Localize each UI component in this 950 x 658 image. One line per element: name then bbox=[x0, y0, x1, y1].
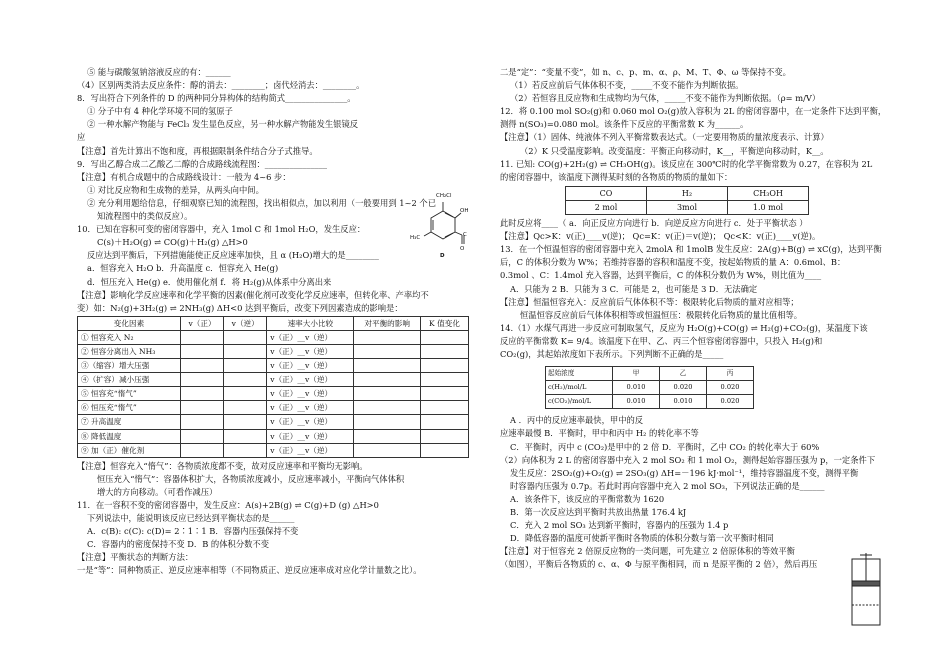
table-cell bbox=[224, 415, 267, 429]
table-cell: ⑥ 恒压充“惰气” bbox=[78, 401, 181, 415]
concentration-table-header bbox=[546, 367, 754, 381]
factor-table-col-header: 速率大小比较 bbox=[267, 316, 354, 330]
table-row bbox=[546, 381, 754, 395]
table-cell: v（正）__v（逆） bbox=[267, 401, 354, 415]
label-o: O bbox=[460, 246, 465, 252]
table-row bbox=[546, 395, 754, 409]
mole-table-header-cell: CO bbox=[566, 186, 647, 200]
table-cell: ④（扩容）减小压强 bbox=[78, 373, 181, 387]
table-cell bbox=[420, 373, 468, 387]
table-row bbox=[78, 344, 469, 358]
left-line: 应 bbox=[77, 132, 86, 143]
table-cell: c(H₂)/mol/L bbox=[546, 381, 613, 395]
structure-d-molecule bbox=[407, 186, 475, 262]
concentration-header-cell: 甲 bbox=[613, 367, 660, 381]
left2-line: 【注意】平衡状态的判断方法： bbox=[77, 552, 194, 563]
table-row bbox=[78, 373, 469, 387]
table-row bbox=[78, 387, 469, 401]
factor-table-header bbox=[78, 316, 469, 330]
table-cell: v（正）__v（逆） bbox=[267, 344, 354, 358]
table-cell: ⑧ 降低温度 bbox=[78, 429, 181, 443]
left-line: a．恒容充入 H₂O b．升高温度 c．恒容充入 He(g) bbox=[87, 263, 279, 274]
table-cell bbox=[420, 429, 468, 443]
table-cell: v（正）__v（逆） bbox=[267, 359, 354, 373]
mole-table bbox=[565, 186, 809, 215]
table-cell bbox=[354, 330, 421, 344]
table-cell: ⑨ 加（正）催化剂 bbox=[78, 443, 181, 457]
left2-line: 一是“等”：同种物质正、逆反应速率相等（不同物质正、逆反应速率成对应化学计量数之比）。 bbox=[77, 565, 422, 576]
table-cell bbox=[180, 344, 223, 358]
factor-table-col-header: K 值变化 bbox=[420, 316, 468, 330]
left-line: 【注意】首先计算出不饱和度，再根据限制条件结合分子式推导。 bbox=[77, 145, 318, 156]
left-line: 变）如：N₂(g)+3H₂(g) ⇌ 2NH₃(g) ΔH<0 达到平衡后，改变下列因素造成的影响是： bbox=[77, 302, 403, 313]
table-cell: v（正）__v（逆） bbox=[267, 373, 354, 387]
right-line: 【注意】（1）固体、纯液体不列入平衡常数表达式。（一定要用物质的量浓度表示、计算） bbox=[500, 132, 829, 143]
right2-line: 13．在一个恒温恒容的密闭容器中充入 2molA 和 1molB 发生反应：2A(g)+B(g) ⇌ xC(g)，达到平衡 bbox=[500, 244, 882, 255]
right3-line: 【注意】对于恒容充 2 倍原反应物的一类问题，可先建立 2 倍原体积的等效平衡 bbox=[500, 546, 795, 557]
right-line: （2）若恒容且反应物和生成物均为气体，_____不变不能作为判断依据。（ρ= m/V） bbox=[510, 93, 821, 104]
right-line: （2）K 只受温度影响。改变温度：平衡正向移动时，K__，平衡逆向移动时，K__。 bbox=[520, 145, 829, 156]
label-d: D bbox=[440, 253, 445, 259]
right2-line: 【注意】Qc>K：v(正)____v(逆)； Qc=K：v(正)＝v(逆)； Qc<K：v(正)____v(逆)。 bbox=[500, 231, 821, 242]
table-cell: ② 恒容分离出入 NH₃ bbox=[78, 344, 181, 358]
table-cell bbox=[180, 359, 223, 373]
table-cell bbox=[224, 330, 267, 344]
table-cell bbox=[420, 330, 468, 344]
table-cell bbox=[354, 415, 421, 429]
table-cell bbox=[354, 429, 421, 443]
left2-line: 恒压充入“惰气”：容器体积扩大，各物质浓度减小，反应速率减小，平衡向气体体积 bbox=[97, 473, 405, 484]
concentration-header-cell: 起始浓度 bbox=[546, 367, 613, 381]
left-line: C(s)＋H₂O(g) ⇌ CO(g)＋H₂(g) △H>0 bbox=[97, 237, 248, 248]
left2-line: 增大的方向移动。（可看作减压） bbox=[97, 486, 218, 497]
right-lines bbox=[500, 66, 895, 184]
table-cell: ① 恒容充入 N₂ bbox=[78, 330, 181, 344]
table-cell: ③（缩容）增大压强 bbox=[78, 359, 181, 373]
table-cell: 0.010 bbox=[613, 381, 660, 395]
right2-line: 【注意】恒温恒容充入：反应前后气体体积不等：极限转化后物质的量对应相等； bbox=[500, 296, 799, 307]
table-cell: ⑦ 升高温度 bbox=[78, 415, 181, 429]
table-cell bbox=[180, 373, 223, 387]
left-line: 9．写出乙醇合成二乙酸乙二醇的合成路线流程图：_______________ bbox=[77, 158, 328, 169]
table-cell bbox=[354, 387, 421, 401]
right3-line: B．第一次反应达到平衡时共放出热量 176.4 kJ bbox=[510, 507, 687, 517]
table-cell bbox=[180, 401, 223, 415]
table-cell: v（正）__v（逆） bbox=[267, 387, 354, 401]
table-cell bbox=[224, 429, 267, 443]
left-line: 【注意】有机合成题中的合成路线设计：一般为 4~6 步： bbox=[77, 171, 291, 182]
right-line: 12．将 0.100 mol SO₂(g)和 0.060 mol O₂(g)放入容积为 2L 的密闭容器中，在一定条件下达到平衡， bbox=[500, 106, 887, 117]
table-cell bbox=[224, 359, 267, 373]
factor-table-col-header: v（正） bbox=[180, 316, 223, 330]
table-cell: v（正）__v（逆） bbox=[267, 330, 354, 344]
table-cell: 0.020 bbox=[660, 381, 707, 395]
left2-line: 【注意】恒容充入“惰气”：各物质浓度都不变，故对反应速率和平衡均无影响。 bbox=[77, 460, 368, 471]
table-row bbox=[78, 415, 469, 429]
left-column bbox=[77, 66, 470, 578]
left2-line: C．容器内的密度保持不变 D．B 的体积分数不变 bbox=[87, 539, 270, 550]
table-cell bbox=[354, 344, 421, 358]
mole-table-header-cell: H₂ bbox=[647, 186, 728, 200]
mole-table-value-cell: 1.0 mol bbox=[728, 200, 809, 214]
right3-line: C．充入 2 mol SO₃ 达到新平衡时，容器内的压强为 1.4 p bbox=[510, 520, 729, 531]
table-cell: v（正）__v（逆） bbox=[267, 429, 354, 443]
right-lines-mid bbox=[500, 217, 895, 361]
table-cell: v（正）__v（逆） bbox=[267, 443, 354, 457]
left-line: 8．写出符合下列条件的 D 的两种同分异构体的结构简式_______________。 bbox=[77, 93, 356, 104]
right-line: （1）若反应前后气体体积不变，_____不变不能作为判断依据。 bbox=[510, 80, 744, 91]
left2-line: 11．在一容积不变的密闭容器中，发生反应：A(s)+2B(g) ⇌ C(g)+D (g) △H>0 bbox=[77, 500, 379, 510]
mole-table-header-cell: CH₃OH bbox=[728, 186, 809, 200]
right2-line: 后，C 的体积分数为 W%；若维持容器的容积和温度不变，按起始物质的量 A：0.6mol、B： bbox=[500, 257, 846, 268]
left-line: ① 分子中有 4 种化学环境不同的氢原子 bbox=[87, 106, 233, 117]
concentration-header-cell: 乙 bbox=[660, 367, 707, 381]
right-line: 测得 n(SO₃)=0.080 mol。该条件下反应的平衡常数 K 为______。 bbox=[500, 119, 749, 130]
label-c: C bbox=[463, 232, 467, 238]
table-cell bbox=[180, 387, 223, 401]
right2-line: 恒温恒容反应前后气体体积相等或恒温恒压：极限转化后物质的量比值相等。 bbox=[520, 309, 803, 320]
label-oh: OH bbox=[460, 208, 469, 214]
label-h3c: H₃C bbox=[410, 235, 421, 241]
table-row bbox=[78, 401, 469, 415]
right-lines-lower bbox=[500, 414, 895, 571]
label-ch2cl: CH₂Cl bbox=[436, 193, 452, 199]
right3-line: 应速率最慢 B．平衡时，甲中和丙中 H₂ 的转化率不等 bbox=[500, 428, 699, 439]
factor-table-col-header: 对平衡的影响 bbox=[354, 316, 421, 330]
table-row bbox=[78, 359, 469, 373]
right3-line: C．平衡时，丙中 c (CO₂)是甲中的 2 倍 D．平衡时，乙中 CO₂ 的转化率大于 60% bbox=[510, 441, 820, 452]
table-cell bbox=[354, 359, 421, 373]
right3-line: （2）向体积为 2 L 的密闭容器中充入 2 mol SO₂ 和 1 mol O₂，测得起始容器压强为 p，一定条件下 bbox=[500, 454, 876, 465]
table-cell bbox=[420, 359, 468, 373]
left-line: ② 充分利用题给信息，仔细观察已知的流程图，找出相似点，加以利用（一般要用到 1~2 个已 bbox=[87, 197, 437, 208]
table-cell: v（正）__v（逆） bbox=[267, 415, 354, 429]
table-row bbox=[78, 330, 469, 344]
right3-line: A．该条件下，该反应的平衡常数为 1620 bbox=[510, 493, 665, 504]
left-line: 知流程图中的类似反应）。 bbox=[97, 211, 193, 222]
piston-cylinder-diagram bbox=[848, 553, 884, 627]
table-cell bbox=[180, 330, 223, 344]
factor-table-col-header: v（逆） bbox=[224, 316, 267, 330]
table-cell: 0.010 bbox=[613, 395, 660, 409]
left2-line: A．c(B): c(C): c(D)= 2∶1∶1 B．容器内压强保持不变 bbox=[87, 526, 299, 537]
mole-table-value-cell: 2 mol bbox=[566, 200, 647, 214]
left2-line: 下列说法中，能说明该反应已经达到平衡状态的是______ bbox=[87, 513, 295, 524]
table-cell bbox=[354, 373, 421, 387]
factor-table-body bbox=[78, 330, 469, 457]
factor-table bbox=[77, 316, 469, 458]
factor-table-col-header: 变化因素 bbox=[78, 316, 181, 330]
right2-line: 0.3mol 、C：1.4mol 充入容器，达到平衡后，C 的体积分数仍为 W%，则比值为____ bbox=[500, 270, 822, 281]
right2-line: 反应的平衡常数 K= 9/4。该温度下在甲、乙、丙三个恒容密闭容器中，只投入 H₂(g)和 bbox=[500, 335, 823, 346]
table-cell bbox=[354, 401, 421, 415]
right2-line: CO₂(g)，其起始浓度如下表所示。下列判断不正确的是_____ bbox=[500, 348, 724, 359]
table-cell: ⑤ 恒容充“惰气” bbox=[78, 387, 181, 401]
concentration-table-body bbox=[546, 381, 754, 409]
table-cell bbox=[224, 443, 267, 457]
table-cell bbox=[180, 429, 223, 443]
left-lines-lower bbox=[77, 460, 470, 578]
right-line: 二是“定”：“变量不变”，如 n、c、p、m、α、ρ、M、T、Φ、ω 等保持不变。 bbox=[500, 67, 791, 77]
left-line: 【注意】影响化学反应速率和化学平衡的因素(催化剂可改变化学反应速率，但转化率、产率均不 bbox=[77, 289, 429, 300]
table-cell bbox=[420, 344, 468, 358]
right2-line: A．只能为 2 B．只能为 3 C．可能是 2，也可能是 3 D．无法确定 bbox=[510, 283, 758, 294]
left-line: （4）区别两类消去反应条件：醇的消去：________；卤代烃消去：________。 bbox=[77, 80, 365, 91]
right3-line: 发生反应：2SO₂(g)+O₂(g) ⇌ 2SO₃(g) ΔH=－196 kJ·mol⁻¹，维持容器温度不变，测得平衡 bbox=[510, 467, 859, 478]
right2-line: 此时反应将____（ a．向正反应方向进行 b．向逆反应方向进行 c．处于平衡状态 ） bbox=[500, 218, 808, 229]
table-cell: 0.020 bbox=[707, 395, 754, 409]
right-line: 11. 已知: CO(g)+2H₂(g) ⇌ CH₃OH(g)。该反应在 300℃时的化学平衡常数为 0.27，在容积为 2L bbox=[500, 158, 873, 169]
right2-line: 14.（1）水煤气再进一步反应可制取氢气，反应为 H₂O(g)+CO(g) ⇌ H₂(g)+CO₂(g)，某温度下该 bbox=[500, 322, 868, 333]
mole-table-values bbox=[566, 200, 809, 214]
right3-line: （如图），平衡后各物质的 c、α、Φ 与原平衡相同，而 n 是原平衡的 2 倍），然后再压 bbox=[500, 559, 818, 570]
table-cell bbox=[224, 373, 267, 387]
left-line: d．恒压充入 He(g) e．使用催化剂 f．将 H₂(g)从体系中分离出来 bbox=[87, 276, 332, 287]
table-row bbox=[78, 429, 469, 443]
table-cell bbox=[224, 344, 267, 358]
table-cell: c(CO₂)/mol/L bbox=[546, 395, 613, 409]
table-cell bbox=[420, 443, 468, 457]
right-column bbox=[500, 66, 895, 571]
table-cell bbox=[180, 415, 223, 429]
mole-table-value-cell: 3mol bbox=[647, 200, 728, 214]
left-line: ⑤ 能与碳酸氢钠溶液反应的有：______ bbox=[87, 67, 231, 77]
table-cell bbox=[420, 387, 468, 401]
concentration-table bbox=[545, 366, 754, 409]
table-cell bbox=[180, 443, 223, 457]
left-line: 10．已知在容积可变的密闭容器中，充入 1mol C 和 1mol H₂O，发生反应： bbox=[77, 224, 366, 235]
table-cell: 0.020 bbox=[707, 381, 754, 395]
concentration-header-cell: 丙 bbox=[707, 367, 754, 381]
left-line: 反应达到平衡后，下列措施能使正反应速率加快，且 α (H₂O)增大的是________ bbox=[87, 250, 379, 261]
table-cell bbox=[354, 443, 421, 457]
right3-line: A ．丙中的反应速率最快，甲中的反 bbox=[510, 415, 644, 426]
right3-line: D．降低容器的温度可使新平衡时各物质的体积分数与第一次平衡时相同 bbox=[510, 533, 774, 544]
right3-line: 时容器内压强为 0.7p。若此时再向容器中充入 2 mol SO₃，下列说法正确的是______ bbox=[510, 480, 825, 491]
right-line: 的密闭容器中，该温度下测得某时刻的各物质的物质的量如下： bbox=[500, 171, 733, 182]
table-cell bbox=[224, 387, 267, 401]
table-cell bbox=[420, 415, 468, 429]
table-cell bbox=[224, 401, 267, 415]
table-cell: 0.010 bbox=[660, 395, 707, 409]
table-cell bbox=[420, 401, 468, 415]
left-line: ① 对比反应物和生成物的差异，从两头向中间。 bbox=[87, 184, 264, 195]
left-line: ② 一种水解产物能与 FeCl₃ 发生显色反应，另一种水解产物能发生银镜反 bbox=[87, 119, 359, 130]
mole-table-header bbox=[566, 186, 809, 200]
table-row bbox=[78, 443, 469, 457]
